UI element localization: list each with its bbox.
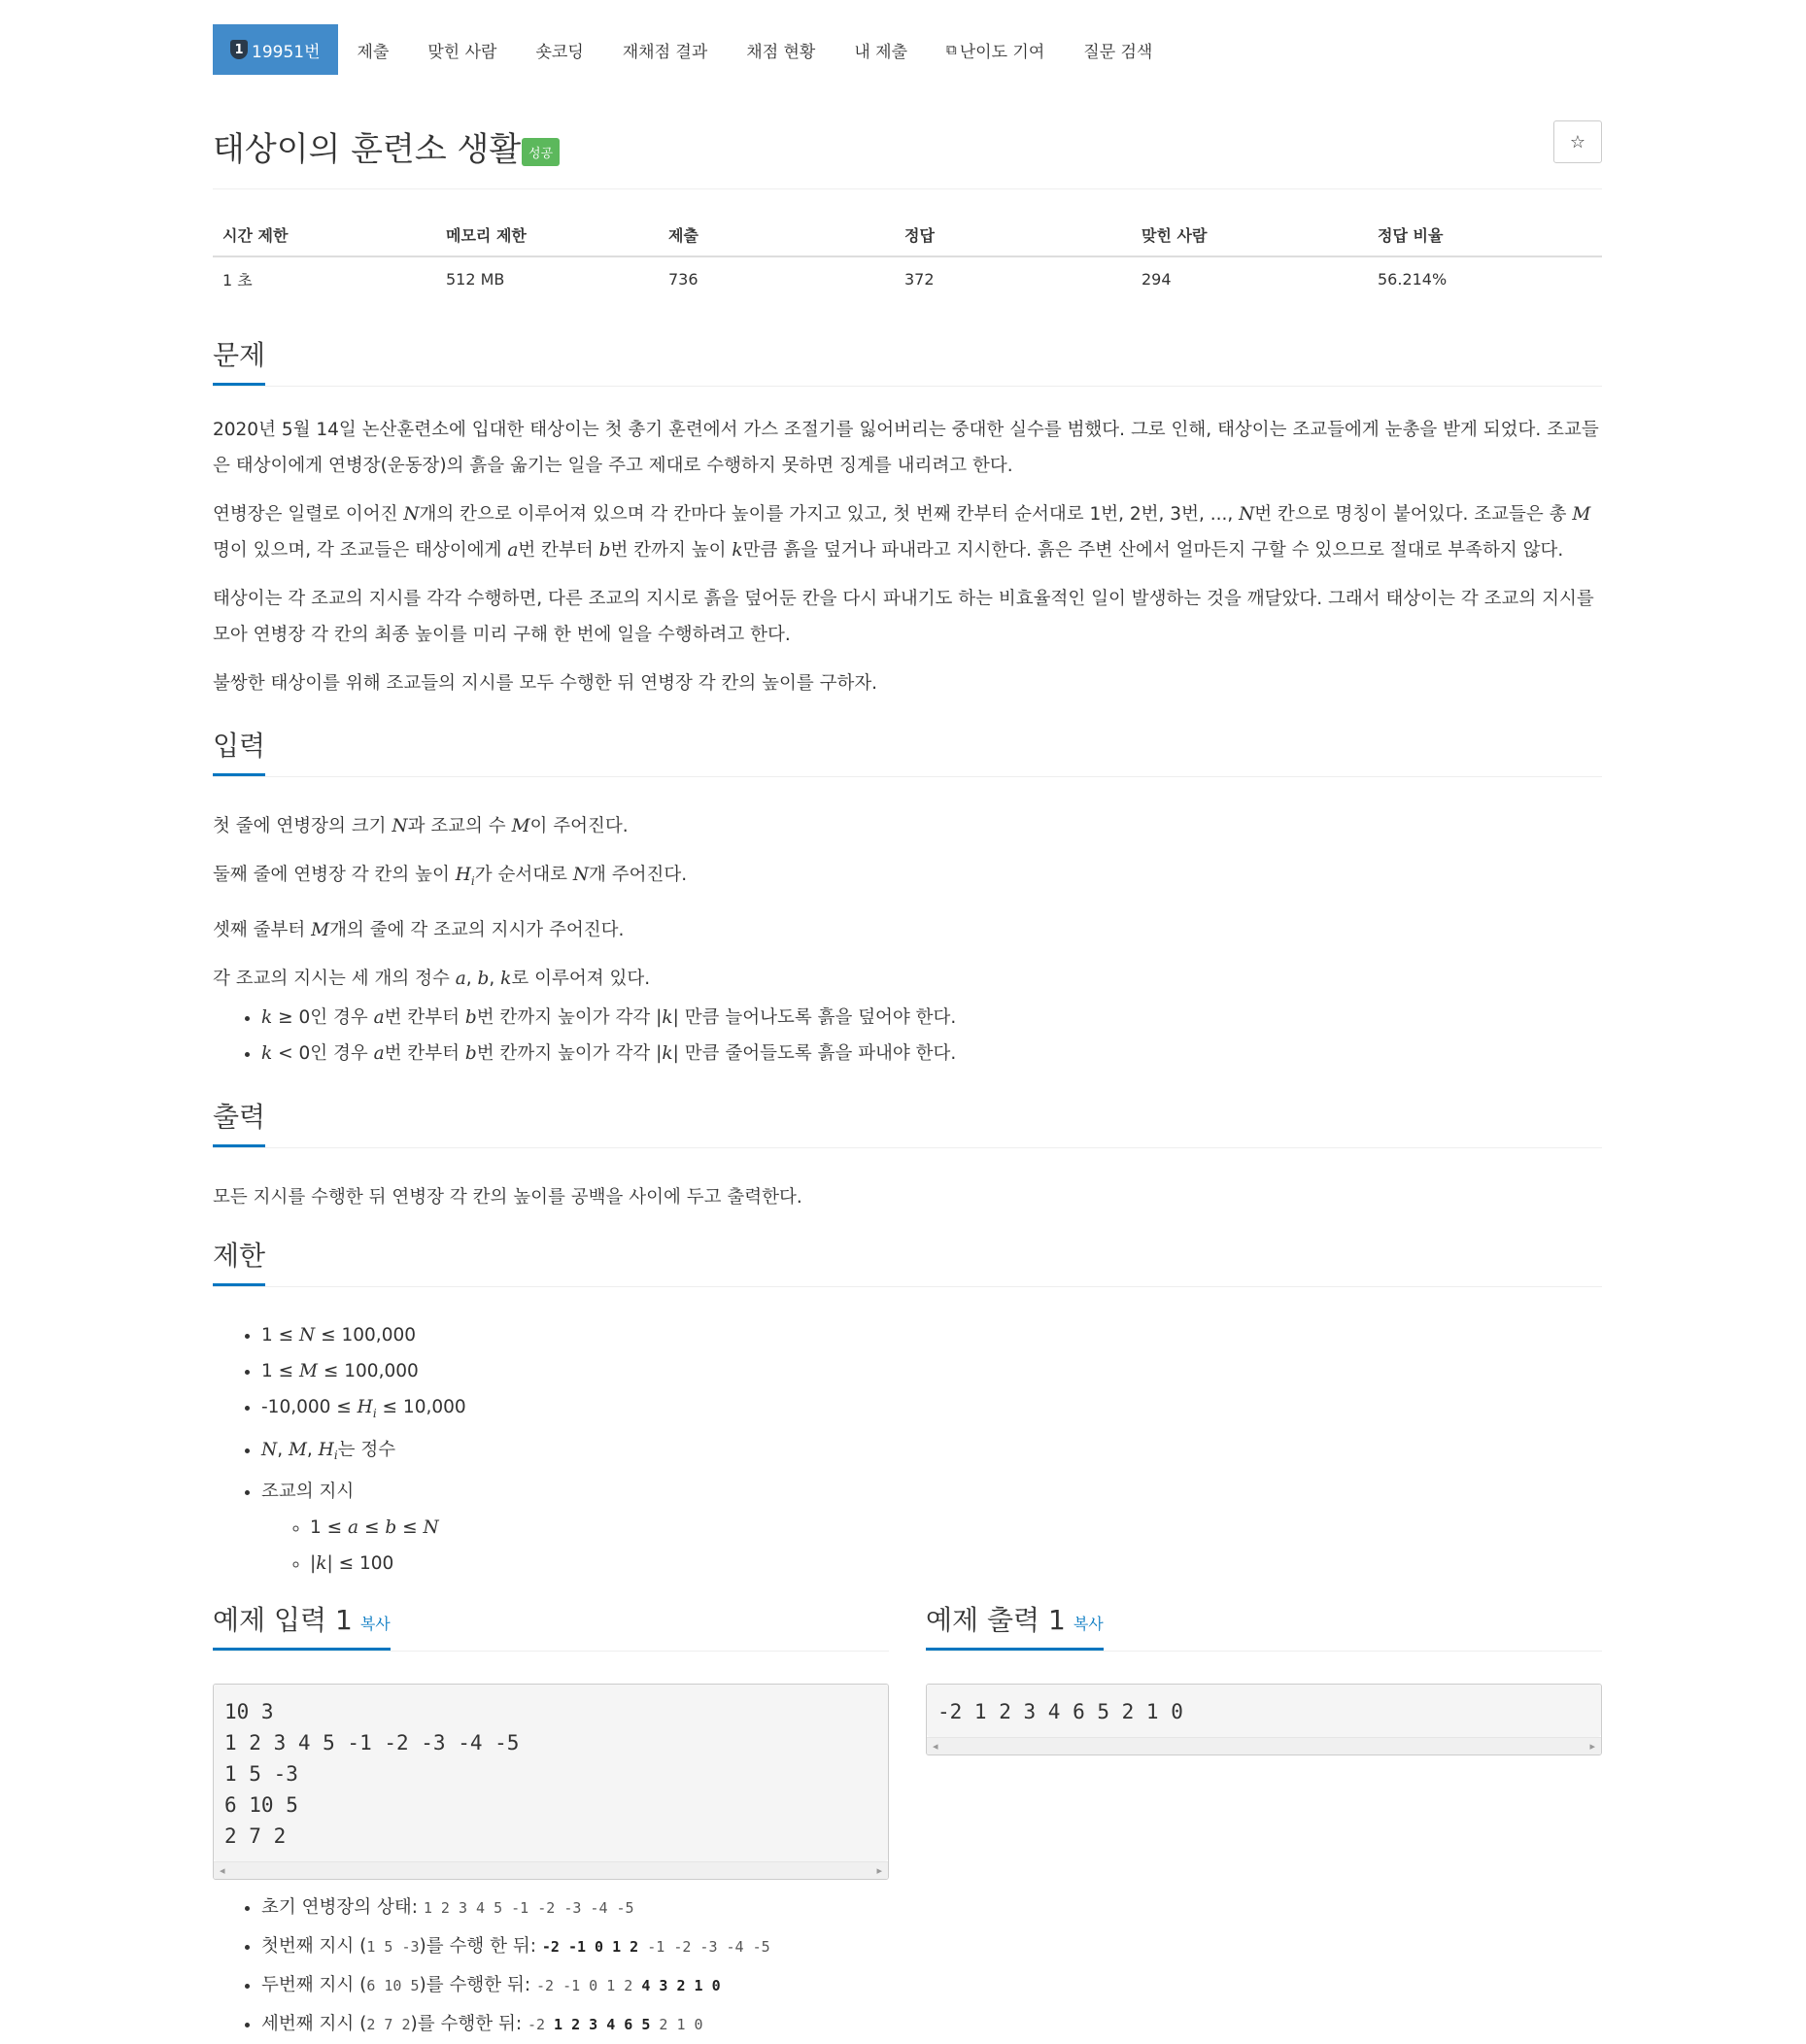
limit-section (213, 1229, 1602, 1287)
tab-status[interactable]: 채점 현황 (746, 42, 816, 62)
info-header-ratio: 정답 비율 (1368, 212, 1602, 256)
problem-paragraph-4: 불쌍한 태상이를 위해 조교들의 지시를 모두 수행한 뒤 연병장 각 칸의 높이를 구하자. (213, 673, 878, 694)
limit-section-header (213, 1229, 1602, 1287)
external-link-icon: ⧉ (946, 41, 957, 58)
sample-input-code: 10 3 1 2 3 4 5 -1 -2 -3 -4 -5 1 5 -3 6 10 5 2 7 2 (214, 1685, 888, 1861)
problem-description (213, 412, 1602, 701)
problem-info-table (213, 212, 1602, 301)
list-item: ◦ |k| ≤ 100 (310, 1546, 1602, 1582)
output-section (213, 1090, 1602, 1148)
input-section (213, 719, 1602, 777)
list-item: • 1 ≤ N ≤ 100,000 (261, 1317, 1602, 1353)
problem-section (213, 328, 1602, 387)
output-section-header (213, 1090, 1602, 1148)
copy-sample-input-link[interactable]: 복사 (359, 1615, 391, 1633)
favorite-star-button[interactable] (1553, 120, 1602, 163)
sample-output-header (926, 1593, 1602, 1652)
problem-paragraph-1: 2020년 5월 14일 논산훈련소에 입대한 태상이는 첫 총기 훈련에서 가스 조절기를 잃어버리는 중대한 실수를 범했다. 그로 인해, 태상이는 조교들에게 눈총을 받게 되었다. 조교들은 태상이에게 연병장(운동장)의 흙을 옮기는 일을 주고 제대로 수행하지 못하면 징계를 내리려고 한다. (213, 420, 1599, 476)
problem-section-header (213, 328, 1602, 387)
info-ratio: 56.214% (1378, 270, 1448, 289)
tier-badge-icon: 1 (230, 40, 248, 59)
list-item: • 조교의 지시 ◦ 1 ≤ a ≤ b ≤ N ◦ |k| ≤ 100 (261, 1474, 1602, 1582)
info-header-submissions: 제출 (659, 212, 895, 256)
input-line-1: 첫 줄에 연병장의 크기 N과 조교의 수 M이 주어진다. (213, 816, 629, 836)
info-header-solved-users: 맞힌 사람 (1132, 212, 1368, 256)
tab-short-coding[interactable]: 숏코딩 (535, 42, 584, 62)
sample-output-code: -2 1 2 3 4 6 5 2 1 0 (927, 1685, 1601, 1737)
section-title-sample-input: 예제 입력 1 복사 (213, 1607, 391, 1651)
info-memory-limit: 512 MB (446, 270, 505, 289)
info-header-time-limit: 시간 제한 (213, 212, 436, 256)
input-description (213, 808, 1602, 1072)
sample-input-box (213, 1684, 889, 1880)
sample-input-scrollbar[interactable]: ◂ ▸ (214, 1861, 888, 1879)
sample-output-section (926, 1593, 1602, 1755)
section-title-limit: 제한 (213, 1243, 265, 1286)
sample-explanation (213, 1889, 1602, 2044)
list-item: • 1 ≤ M ≤ 100,000 (261, 1353, 1602, 1389)
input-line-2: 둘째 줄에 연병장 각 칸의 높이 $H_i$가 순서대로 N개 주어진다. (213, 865, 688, 888)
copy-sample-output-link[interactable]: 복사 (1073, 1615, 1104, 1633)
list-item: • $-10,000 \le H_i \le 10,000$ (261, 1389, 1602, 1432)
status-badge: 성공 (522, 138, 560, 166)
sample-input-section (213, 1593, 889, 1880)
info-header-memory-limit: 메모리 제한 (436, 212, 659, 256)
problem-nav (213, 24, 1172, 75)
section-title-problem: 문제 (213, 342, 265, 386)
tab-rejudge-results[interactable]: 재채점 결과 (622, 42, 708, 62)
input-section-header (213, 719, 1602, 777)
limit-sub-list (261, 1510, 1602, 1582)
limit-description (213, 1317, 1602, 1582)
input-line-3: 셋째 줄부터 M개의 줄에 각 조교의 지시가 주어진다. (213, 919, 625, 940)
info-accepted: 372 (904, 270, 935, 289)
info-header-accepted: 정답 (895, 212, 1132, 256)
info-time-limit: 1 초 (222, 271, 253, 290)
sample-output-box (926, 1684, 1602, 1755)
tab-problem[interactable] (213, 24, 338, 75)
list-item: • 첫번째 지시 (1 5 -3)를 수행 한 뒤: -2 -1 0 1 2 -1 -2 -3 -4 -5 (261, 1927, 1602, 1966)
tab-my-submissions[interactable]: 내 제출 (854, 42, 908, 62)
info-solved-users: 294 (1142, 270, 1172, 289)
info-submissions: 736 (668, 270, 699, 289)
section-title-output: 출력 (213, 1104, 265, 1147)
title-row (213, 117, 1602, 194)
tab-difficulty-contribution[interactable] (927, 24, 1064, 75)
list-item: • 초기 연병장의 상태: 1 2 3 4 5 -1 -2 -3 -4 -5 (261, 1889, 1602, 1927)
list-item: • N, M, $H_i$는 정수 (261, 1432, 1602, 1475)
output-description (213, 1179, 1602, 1215)
section-title-sample-output: 예제 출력 1 복사 (926, 1607, 1104, 1651)
tab-difficulty-label: 난이도 기여 (959, 42, 1045, 62)
problem-title: 태상이의 훈련소 생활 (213, 130, 522, 169)
output-paragraph: 모든 지시를 수행한 뒤 연병장 각 칸의 높이를 공백을 사이에 두고 출력한다. (213, 1187, 802, 1208)
limit-list (213, 1317, 1602, 1582)
tab-question-search[interactable]: 질문 검색 (1083, 42, 1153, 62)
tab-solved-users[interactable]: 맞힌 사람 (427, 42, 497, 62)
sample-output-scrollbar[interactable]: ◂ ▸ (927, 1737, 1601, 1754)
star-icon: ☆ (1569, 131, 1586, 153)
list-item: • 두번째 지시 (6 10 5)를 수행한 뒤: -2 -1 0 1 2 4 3 2 1 0 (261, 1966, 1602, 2005)
title-divider (213, 188, 1602, 189)
input-rule-list (213, 1000, 1602, 1072)
explanation-list (213, 1889, 1602, 2044)
list-item: ◦ 1 ≤ a ≤ b ≤ N (310, 1510, 1602, 1546)
sample-input-header (213, 1593, 889, 1652)
tab-problem-label: 19951번 (252, 42, 321, 62)
tab-submit[interactable]: 제출 (357, 42, 390, 62)
problem-paragraph-3: 태상이는 각 조교의 지시를 각각 수행하면, 다른 조교의 지시로 흙을 덮어둔 칸을 다시 파내기도 하는 비효율적인 일이 발생하는 것을 깨달았다. 그래서 태상이는 각 조교의 지시를 모아 연병장 각 칸의 최종 높이를 미리 구해 한 번에 일을 수행하려고 한다. (213, 589, 1594, 645)
section-title-input: 입력 (213, 732, 265, 776)
list-item: • k < 0인 경우 a번 칸부터 b번 칸까지 높이가 각각 |k| 만큼 줄어들도록 흙을 파내야 한다. (261, 1036, 1602, 1072)
problem-paragraph-2: 연병장은 일렬로 이어진 N개의 칸으로 이루어져 있으며 각 칸마다 높이를 가지고 있고, 첫 번째 칸부터 순서대로 1번, 2번, 3번, ..., N번 칸으로 명칭이 붙어있다. 조교들은 총 M 명이 있으며, 각 조교들은 태상이에게 a번 칸부터 b번 칸까지 높이 k만큼 흙을 덮거나 파내라고 지시한다. 흙은 주변 산에서 얼마든지 구할 수 있으므로 절대로 부족하지 않다. (213, 504, 1591, 561)
input-line-4: 각 조교의 지시는 세 개의 정수 a, b, k로 이루어져 있다. (213, 968, 651, 989)
list-item: • 세번째 지시 (2 7 2)를 수행한 뒤: -2 1 2 3 4 6 5 2 1 0 (261, 2005, 1602, 2044)
list-item: • k ≥ 0인 경우 a번 칸부터 b번 칸까지 높이가 각각 |k| 만큼 늘어나도록 흙을 덮어야 한다. (261, 1000, 1602, 1036)
